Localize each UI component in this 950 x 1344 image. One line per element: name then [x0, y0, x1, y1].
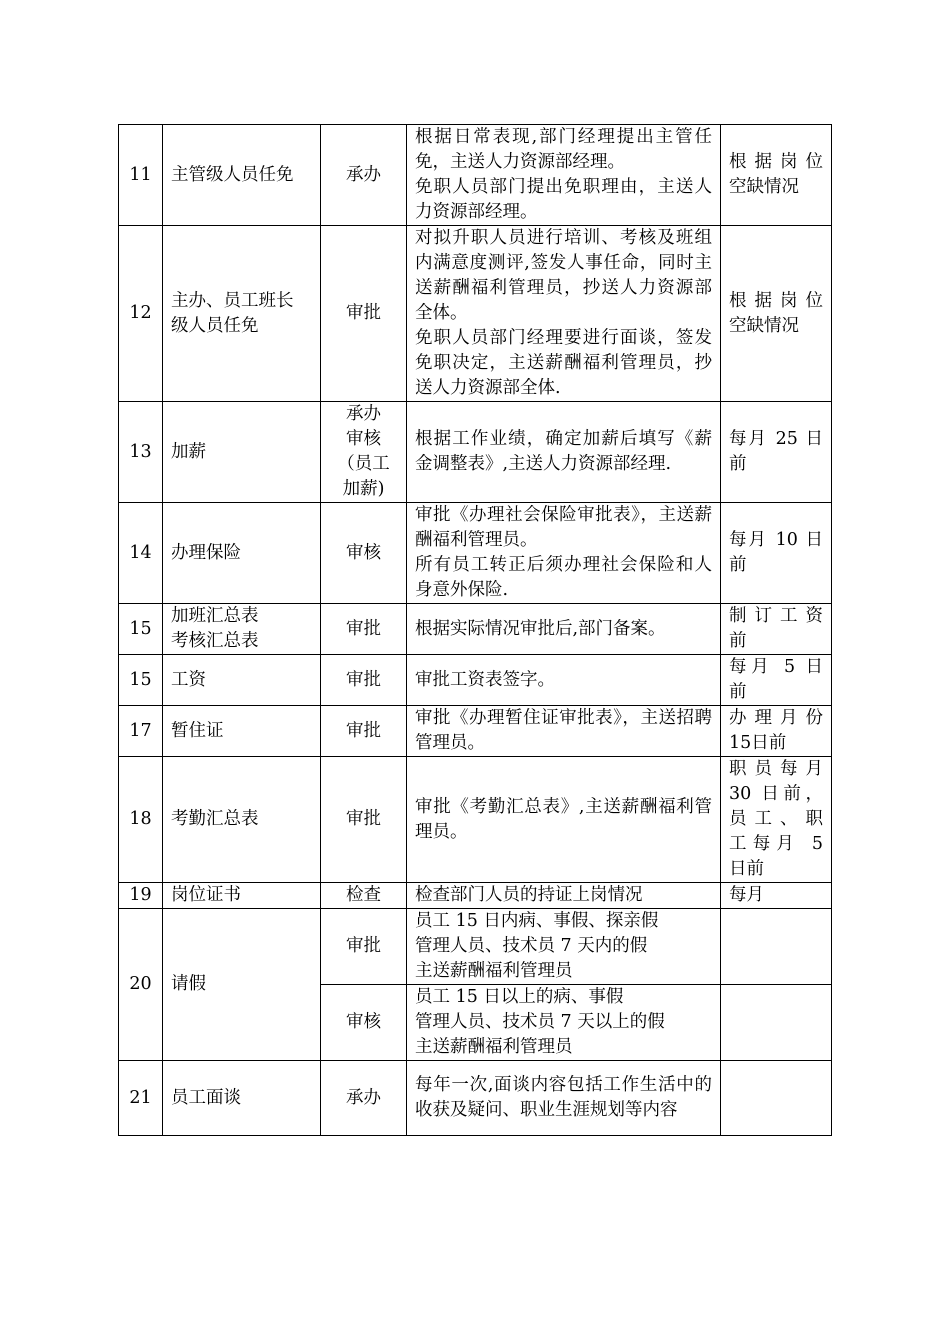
authority-line: （员工	[337, 454, 390, 474]
deadline-line: 每月 5 日	[729, 657, 823, 677]
authority	[321, 1061, 407, 1136]
description-line: 审批《办理暂住证审批表》，主送招聘管理员。	[415, 708, 712, 753]
description-line: 主送薪酬福利管理员	[415, 961, 573, 981]
description	[407, 402, 721, 503]
item-name-line: 员工面谈	[171, 1087, 241, 1108]
description-line: 根据实际情况审批后,部门备案。	[415, 618, 666, 639]
authority-line: 审核	[346, 1012, 381, 1032]
description	[407, 883, 721, 909]
authority	[321, 125, 407, 226]
description-line: 管理人员、技术员 7 天内的假	[415, 936, 648, 956]
item-name-line: 请假	[171, 974, 206, 994]
deadline-line: 前	[729, 555, 747, 575]
description	[407, 909, 721, 985]
deadline	[721, 226, 832, 402]
row-number: 15	[119, 655, 163, 706]
deadline	[721, 655, 832, 706]
authority	[321, 503, 407, 604]
authority-line: 检查	[346, 885, 381, 905]
deadline-line: 制订工资	[729, 606, 823, 626]
description	[407, 503, 721, 604]
authority	[321, 402, 407, 503]
item-name-line: 岗位证书	[171, 885, 241, 905]
description-line: 免职人员部门经理要进行面谈，签发免职决定，主送薪酬福利管理员，抄送人力资源部全体.	[415, 328, 712, 398]
table-row	[119, 503, 832, 604]
deadline-line: 前	[729, 682, 747, 702]
description-line: 检查部门人员的持证上岗情况	[415, 885, 643, 905]
deadline	[721, 125, 832, 226]
authority-line: 承办	[346, 404, 381, 424]
item-name	[163, 503, 321, 604]
deadline	[721, 757, 832, 883]
item-name	[163, 125, 321, 226]
description	[407, 655, 721, 706]
deadline	[721, 985, 832, 1061]
deadline-line: 根据岗位	[729, 152, 823, 172]
description-line: 根据工作业绩，确定加薪后填写《薪金调整表》,主送人力资源部经理.	[415, 429, 712, 474]
item-name-line: 暂住证	[171, 720, 224, 741]
authority	[321, 757, 407, 883]
deadline-line: 职员每月	[729, 759, 823, 779]
item-name	[163, 226, 321, 402]
authority-line: 审批	[346, 809, 381, 829]
item-name-line: 考勤汇总表	[171, 809, 259, 829]
table-row	[119, 706, 832, 757]
description	[407, 1061, 721, 1136]
authority	[321, 883, 407, 909]
table-row	[119, 883, 832, 909]
row-number: 15	[119, 604, 163, 655]
deadline	[721, 604, 832, 655]
item-name-line: 级人员任免	[171, 315, 259, 336]
deadline	[721, 1061, 832, 1136]
description-line: 对拟升职人员进行培训、考核及班组内满意度测评,签发人事任命，同时主送薪酬福利管理员，抄送人力资源部全体。	[415, 228, 712, 323]
authority	[321, 655, 407, 706]
deadline-line: 日前	[729, 859, 764, 879]
authority	[321, 706, 407, 757]
row-number: 17	[119, 706, 163, 757]
deadline-line: 15日前	[729, 733, 787, 753]
authority-line: 审核	[346, 429, 381, 449]
item-name-line: 办理保险	[171, 542, 241, 563]
authority-line: 审批	[346, 720, 381, 741]
authority	[321, 226, 407, 402]
description-line: 所有员工转正后须办理社会保险和人身意外保险.	[415, 555, 712, 600]
item-name	[163, 706, 321, 757]
authority	[321, 604, 407, 655]
authority-line: 审批	[346, 618, 381, 639]
deadline	[721, 883, 832, 909]
description	[407, 757, 721, 883]
description-line: 每年一次,面谈内容包括工作生活中的收获及疑问、职业生涯规划等内容	[415, 1075, 712, 1120]
authority-line: 承办	[346, 1087, 381, 1108]
deadline-line: 空缺情况	[729, 315, 799, 336]
description-line: 管理人员、技术员 7 天以上的假	[415, 1012, 665, 1032]
row-number: 18	[119, 757, 163, 883]
item-name	[163, 757, 321, 883]
item-name	[163, 604, 321, 655]
item-name-line: 主管级人员任免	[171, 164, 294, 185]
description-line: 员工 15 日以上的病、事假	[415, 987, 624, 1007]
deadline	[721, 402, 832, 503]
authority-line: 审批	[346, 936, 381, 956]
item-name-line: 工资	[171, 669, 206, 690]
authority-line: 审批	[346, 303, 381, 323]
deadline-line: 员工、职	[729, 809, 823, 829]
row-number: 19	[119, 883, 163, 909]
description	[407, 125, 721, 226]
description-line: 员工 15 日内病、事假、探亲假	[415, 911, 659, 931]
authority-line: 承办	[346, 164, 381, 185]
row-number: 14	[119, 503, 163, 604]
item-name-line: 主办、员工班长	[171, 290, 294, 311]
row-number: 12	[119, 226, 163, 402]
row-number: 11	[119, 125, 163, 226]
description	[407, 985, 721, 1061]
authority-line: 加薪)	[342, 479, 385, 499]
deadline-line: 办理月份	[729, 708, 823, 728]
description-line: 审批《考勤汇总表》,主送薪酬福利管理员。	[415, 796, 712, 842]
authority-line: 审批	[346, 669, 381, 690]
item-name	[163, 402, 321, 503]
item-name	[163, 1061, 321, 1136]
table-row	[119, 909, 832, 985]
table-row	[119, 604, 832, 655]
table-row	[119, 1061, 832, 1136]
description-line: 根据日常表现,部门经理提出主管任免，主送人力资源部经理。	[415, 127, 712, 172]
deadline	[721, 503, 832, 604]
deadline-line: 前	[729, 631, 747, 651]
row-number: 21	[119, 1061, 163, 1136]
item-name	[163, 909, 321, 1061]
description-line: 审批《办理社会保险审批表》，主送薪酬福利管理员。	[415, 505, 712, 550]
deadline-line: 工每月 5	[729, 834, 823, 854]
deadline-line: 每月 25 日	[729, 429, 823, 449]
table-row	[119, 402, 832, 503]
deadline-line: 30 日前，	[729, 784, 823, 804]
deadline-line: 空缺情况	[729, 177, 799, 197]
deadline-line: 根据岗位	[729, 290, 823, 311]
row-number: 13	[119, 402, 163, 503]
item-name-line: 考核汇总表	[171, 631, 259, 651]
deadline	[721, 706, 832, 757]
authority-line: 审核	[346, 542, 381, 563]
deadline	[721, 909, 832, 985]
description	[407, 226, 721, 402]
table-row	[119, 655, 832, 706]
description	[407, 604, 721, 655]
deadline-line: 前	[729, 454, 747, 474]
table-row	[119, 125, 832, 226]
item-name	[163, 655, 321, 706]
table-row	[119, 226, 832, 402]
item-name-line: 加薪	[171, 441, 206, 462]
responsibility-table	[118, 124, 832, 1136]
deadline-line: 每月	[729, 885, 764, 905]
authority	[321, 909, 407, 985]
deadline-line: 每月 10 日	[729, 530, 823, 550]
description-line: 主送薪酬福利管理员	[415, 1037, 573, 1057]
row-number: 20	[119, 909, 163, 1061]
description	[407, 706, 721, 757]
authority	[321, 985, 407, 1061]
item-name-line: 加班汇总表	[171, 606, 259, 626]
table-row	[119, 757, 832, 883]
item-name	[163, 883, 321, 909]
table-body	[119, 125, 832, 1136]
description-line: 审批工资表签字。	[415, 669, 555, 690]
description-line: 免职人员部门提出免职理由，主送人力资源部经理。	[415, 177, 712, 222]
